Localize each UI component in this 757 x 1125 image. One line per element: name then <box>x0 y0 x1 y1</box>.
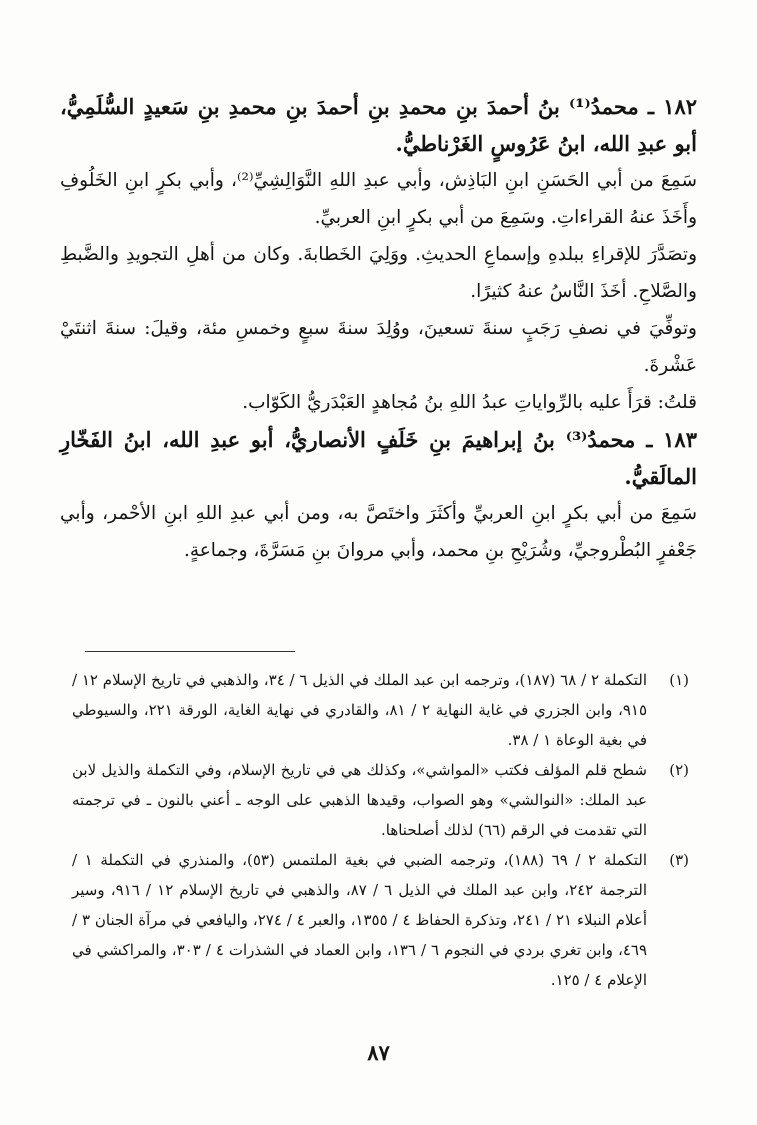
entry-183-heading: ١٨٣ ـ محمدُ⁽³⁾ بنُ إبراهيمَ بنِ خَلَفٍ الأنصاريُّ، أبو عبدِ الله، ابنُ الفَخّارِ المالَقيُّ. <box>60 427 697 489</box>
entry-182-paragraph: قلتُ: قرَأَ عليه بالرِّواياتِ عبدُ اللهِ بنُ مُجاهدٍ العَبْدَريُّ الكَوّاب. <box>242 392 697 413</box>
entry-182-paragraph: سَمِعَ من أبي الحَسَنِ ابنِ البَاذِش، وأبي عبدِ اللهِ النَّوَالِشِيِّ⁽²⁾، وأبي بكرٍ ابنِ الخَلُوفِ وأَخَذَ عنهُ القراءاتِ. وسَمِعَ من أبي بكرٍ ابنِ العربيِّ. <box>60 170 698 228</box>
entry-183-paragraph: سَمِعَ من أبي بكرٍ ابنِ العربيِّ وأكثَرَ واختَصَّ به، ومن أبي عبدِ اللهِ ابنِ الأحْمر، وأبي جَعْفرٍ البُطْروجيِّ، وشُرَيْحِ بنِ محمد، وأبي مروانَ بنِ مَسَرَّةَ، وجماعةٍ. <box>60 503 697 561</box>
footnote-separator <box>85 651 295 652</box>
page-number: ٨٧ <box>367 1040 390 1065</box>
entry-182-paragraph: وتصَدَّرَ للإقراءِ ببلدهِ وإسماعِ الحديثِ. ووَلِيَ الخَطابةَ. وكان من أهلِ التجويدِ والضَّبطِ والصَّلاحِ. أخَذَ النَّاسُ عنهُ كثيرًا. <box>60 244 697 302</box>
main-text <box>60 88 697 569</box>
entry-182-heading: ١٨٢ ـ محمدُ⁽¹⁾ بنُ أحمدَ بنِ محمدِ بنِ أحمدَ بنِ محمدِ بنِ سَعيدٍ السُّلَمِيُّ، أبو عبدِ الله، ابنُ عَرُوسٍ الغَرْناطيُّ. <box>60 94 698 156</box>
footnote-1 <box>72 665 689 755</box>
footnotes <box>72 665 689 995</box>
footnote-2 <box>72 755 689 845</box>
footnote-text: شطح قلم المؤلف فكتب «المواشي»، وكذلك هي في تاريخ الإسلام، وفي التكملة والذيل لابن عبد الملك: «النوالشي» وهو الصواب، وقيدها الذهبي على الوجه ـ أعني بالنون ـ في ترجمته التي تقدمت في الرقم (٦٦) لذلك أصلحناها. <box>72 761 647 839</box>
footnote-number: (١) <box>669 671 689 689</box>
footnote-3 <box>72 845 689 995</box>
footnote-number: (٣) <box>669 851 689 869</box>
footnote-text: التكملة ٢ / ٦٨ (١٨٧)، وترجمه ابن عبد الملك في الذيل ٦ / ٣٤، والذهبي في تاريخ الإسلام ١٢ / ٩١٥، وابن الجزري في غاية النهاية ٢ / ٨١، والقادري في نهاية الغاية، الورقة ٢٢١، والسيوطي في بغية الوعاة ١ / ٣٨. <box>72 671 648 749</box>
footnote-number: (٢) <box>669 761 689 779</box>
entry-182-paragraph: وتوفِّيَ في نصفِ رَجَبٍ سنةَ تسعينَ، ووُلِدَ سنةَ سبعٍ وخمسِ مئة، وقيلَ: سنةَ اثنتَيْ عَشْرةَ. <box>60 318 697 376</box>
footnote-text: التكملة ٢ / ٦٩ (١٨٨)، وترجمه الضبي في بغية الملتمس (٥٣)، والمنذري في التكملة ١ / الترجمة ٢٤٢، وابن عبد الملك في الذيل ٦ / ٨٧، والذهبي في تاريخ الإسلام ١٢ / ٩١٦، وسير أعلام النبلاء ٢١ / ٢٤١، وتذكرة الحفاظ ٤ / ١٣٥٥، والعبر ٤ / ٢٧٤، واليافعي في مرآة الجنان ٣ / ٤٦٩، وابن تغري بردي في النجوم ٦ / ١٣٦، وابن العماد في الشذرات ٤ / ٣٠٣، والمراكشي في الإعلام ٤ / ١٢٥. <box>72 851 648 989</box>
